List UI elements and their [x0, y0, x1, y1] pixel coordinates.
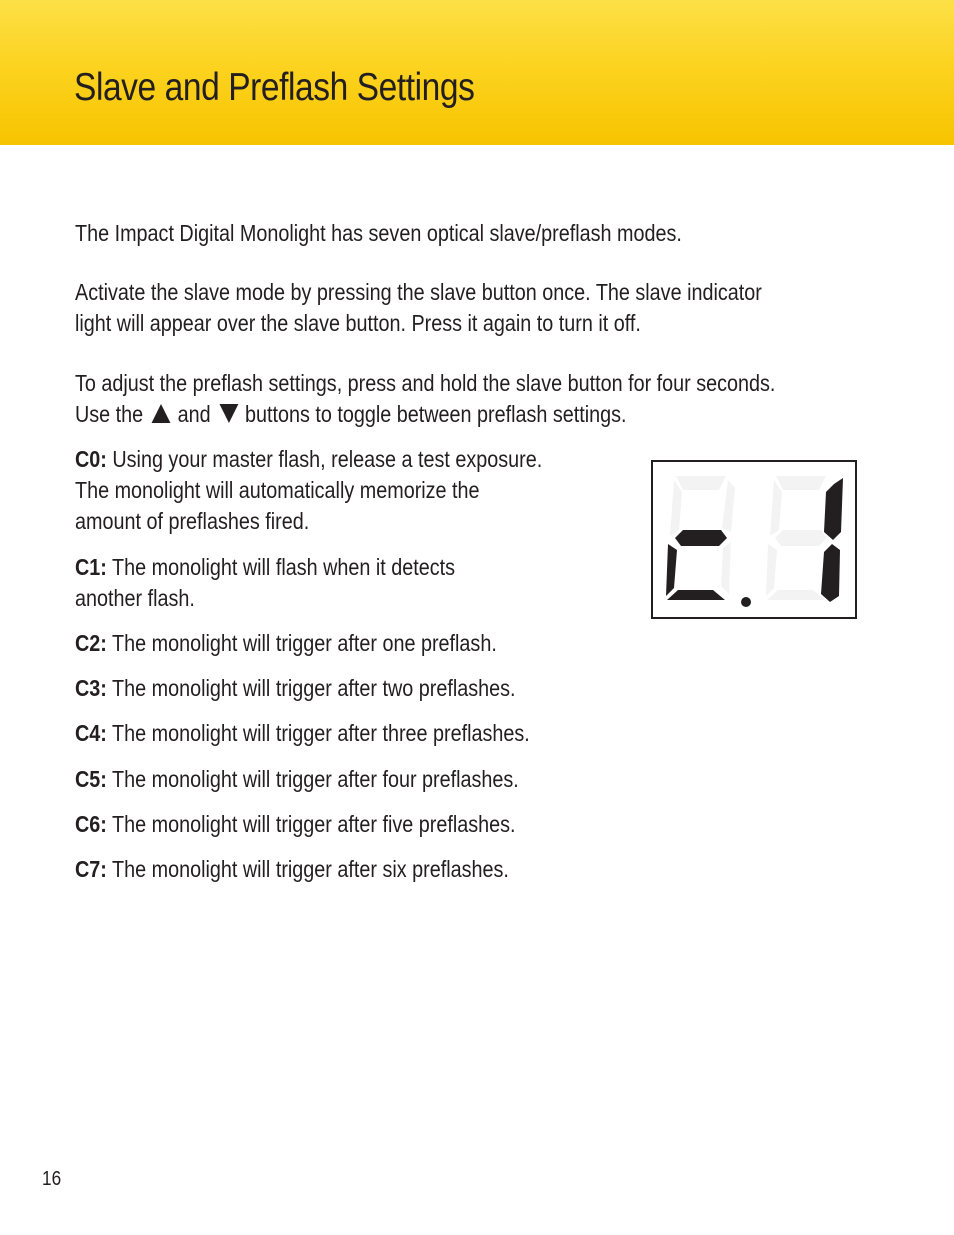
mode-c4 — [75, 718, 530, 749]
digit2-seg-top-off — [776, 476, 826, 490]
mode-description: The monolight will trigger after five preflashes. — [112, 811, 516, 837]
adjust-line-2-prefix: Use the — [75, 401, 144, 427]
down-triangle-icon — [219, 404, 238, 423]
digit1-seg-upper-left-off — [670, 480, 682, 536]
mode-c7 — [75, 854, 509, 885]
mode-code: C6: — [75, 811, 107, 837]
digit1-seg-top-off — [676, 476, 726, 490]
mode-code: C2: — [75, 630, 107, 656]
mode-c2 — [75, 628, 497, 659]
mode-code: C1: — [75, 554, 107, 580]
mode-description: The monolight will trigger after four preflashes. — [112, 766, 519, 792]
up-triangle-icon — [152, 404, 171, 423]
mode-c0-line-2: The monolight will automatically memorize the — [75, 477, 480, 503]
mode-code: C7: — [75, 856, 107, 882]
seven-segment-display-icon — [651, 460, 857, 619]
mode-c0-line-1 — [75, 444, 542, 475]
mode-c0-line-3: amount of preflashes fired. — [75, 508, 310, 534]
mode-c1-line-1 — [75, 552, 455, 583]
mode-code: C5: — [75, 766, 107, 792]
digit2-seg-upper-right — [824, 478, 843, 540]
activate-line-2: light will appear over the slave button. Press it again to turn it off. — [75, 310, 641, 336]
digit2-seg-lower-right — [821, 544, 840, 602]
mode-description: Using your master flash, release a test exposure. — [112, 446, 543, 472]
page-title: Slave and Preflash Settings — [74, 66, 475, 109]
digit1-seg-lower-right-off — [721, 542, 731, 594]
page-number: 16 — [42, 1168, 62, 1190]
mode-c1-line-2: another flash. — [75, 585, 195, 611]
mode-description: The monolight will trigger after two preflashes. — [112, 675, 516, 701]
digit1-seg-upper-right-off — [722, 480, 735, 532]
mode-c6 — [75, 809, 515, 840]
digit2-seg-lower-left-off — [766, 544, 777, 596]
mode-code: C4: — [75, 720, 107, 746]
mode-description: The monolight will flash when it detects — [112, 554, 456, 580]
activate-line-1: Activate the slave mode by pressing the slave button once. The slave indicator — [75, 279, 762, 305]
mode-description: The monolight will trigger after six preflashes. — [112, 856, 509, 882]
adjust-line-2 — [75, 399, 627, 430]
digit2-seg-middle-off — [775, 530, 827, 546]
adjust-line-2-middle: and — [177, 401, 211, 427]
intro-paragraph: The Impact Digital Monolight has seven optical slave/preflash modes. — [75, 220, 682, 246]
mode-code: C0: — [75, 446, 107, 472]
digit1-seg-bottom — [667, 590, 725, 600]
mode-code: C3: — [75, 675, 107, 701]
adjust-line-2-suffix: buttons to toggle between preflash settings. — [244, 401, 627, 427]
mode-description: The monolight will trigger after one preflash. — [112, 630, 497, 656]
mode-description: The monolight will trigger after three preflashes. — [112, 720, 530, 746]
digit2-seg-upper-left-off — [770, 480, 782, 536]
mode-c3 — [75, 673, 515, 704]
decimal-point — [741, 597, 751, 607]
mode-c5 — [75, 764, 519, 795]
digit1-seg-lower-left — [666, 544, 677, 596]
display-graphic — [653, 462, 855, 617]
digit2-seg-bottom-off — [767, 590, 825, 600]
adjust-line-1: To adjust the preflash settings, press and hold the slave button for four seconds. — [75, 370, 776, 396]
digit1-seg-middle — [675, 530, 727, 546]
